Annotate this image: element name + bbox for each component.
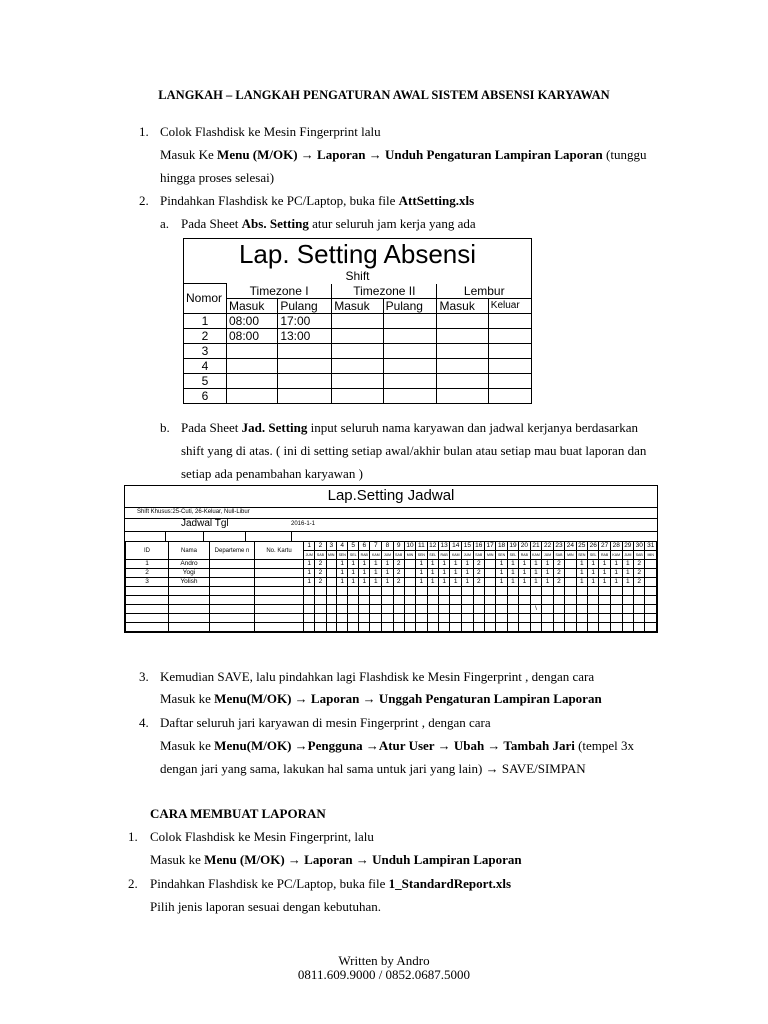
- laporan-1-number: 1.: [128, 829, 138, 844]
- jadwal-day-number: 31: [645, 542, 657, 551]
- jadwal-grid: [125, 541, 657, 632]
- jadwal-shift-cell: 1: [622, 578, 633, 587]
- jadwal-weekday: RAB: [599, 551, 610, 560]
- step-1-number: 1.: [139, 124, 149, 139]
- step-2-number: 2.: [139, 193, 149, 208]
- jadwal-shift-cell: [484, 569, 495, 578]
- jadwal-employee-dept: [210, 578, 255, 587]
- jadwal-shift-cell: 1: [370, 569, 382, 578]
- jadwal-weekday: KAM: [370, 551, 382, 560]
- jadwal-id-header: ID: [126, 542, 169, 560]
- jadwal-shift-cell: 1: [576, 569, 587, 578]
- jadwal-shift-cell: 2: [315, 569, 326, 578]
- jadwal-shift-cell: 1: [382, 578, 393, 587]
- absensi-masuk-header: Masuk: [227, 298, 278, 313]
- jadwal-weekday: MIN: [404, 551, 415, 560]
- jadwal-employee-name: Andro: [169, 560, 210, 569]
- jadwal-shift-cell: 1: [427, 569, 438, 578]
- jadwal-shift-cell: [404, 578, 415, 587]
- jadwal-day-number: 30: [634, 542, 645, 551]
- jadwal-day-number: 15: [462, 542, 473, 551]
- jadwal-shift-cell: 1: [530, 560, 542, 569]
- jadwal-shift-cell: 1: [496, 578, 507, 587]
- jadwal-shift-cell: 2: [553, 578, 564, 587]
- jadwal-day-number: 4: [337, 542, 348, 551]
- jadwal-shift-cell: 1: [519, 578, 530, 587]
- jadwal-shift-cell: 1: [304, 578, 315, 587]
- jadwal-day-number: 11: [416, 542, 427, 551]
- jadwal-shift-cell: 1: [438, 578, 449, 587]
- jadwal-day-number: 20: [519, 542, 530, 551]
- jadwal-shift-cell: 1: [462, 560, 473, 569]
- jadwal-nama-header: Nama: [169, 542, 210, 560]
- jadwal-shift-cell: 1: [622, 560, 633, 569]
- jadwal-shift-cell: 1: [507, 578, 518, 587]
- jadwal-shift-cell: 1: [337, 578, 348, 587]
- jadwal-shift-cell: 1: [450, 578, 462, 587]
- absensi-title: Lap. Setting Absensi: [184, 239, 532, 270]
- absensi-row-number: 1: [184, 313, 227, 328]
- jadwal-shift-cell: 1: [519, 569, 530, 578]
- jadwal-shift-cell: 1: [542, 578, 553, 587]
- absensi-cell: 13:00: [278, 328, 332, 343]
- jadwal-shift-cell: 1: [359, 569, 370, 578]
- jadwal-day-number: 26: [588, 542, 599, 551]
- jadwal-shift-cell: 1: [542, 560, 553, 569]
- jadwal-shift-cell: [565, 578, 576, 587]
- jadwal-day-number: 25: [576, 542, 587, 551]
- jadwal-shift-cell: [326, 569, 337, 578]
- jadwal-employee-card: [255, 578, 304, 587]
- jadwal-shift-cell: [404, 569, 415, 578]
- jadwal-shift-cell: 1: [450, 560, 462, 569]
- jadwal-weekday: MIN: [326, 551, 337, 560]
- jadwal-day-number: 17: [484, 542, 495, 551]
- laporan-1-line-2: Masuk ke Menu (M/OK) → Laporan → Unduh Lampiran Laporan: [150, 852, 522, 867]
- jadwal-day-number: 3: [326, 542, 337, 551]
- jadwal-weekday: SAB: [473, 551, 484, 560]
- jadwal-weekday: SEL: [348, 551, 359, 560]
- jadwal-shift-cell: 1: [588, 560, 599, 569]
- jadwal-weekday: SEN: [576, 551, 587, 560]
- jadwal-day-number: 14: [450, 542, 462, 551]
- jadwal-employee-dept: [210, 569, 255, 578]
- jadwal-weekday: RAB: [519, 551, 530, 560]
- jadwal-shift-cell: 1: [348, 560, 359, 569]
- step-4-line-3: dengan jari yang sama, lakukan hal sama untuk jari yang lain) → SAVE/SIMPAN: [160, 761, 586, 776]
- jadwal-shift-cell: 2: [634, 560, 645, 569]
- jadwal-shift-cell: 1: [507, 560, 518, 569]
- jadwal-employee-card: [255, 569, 304, 578]
- jadwal-employee-dept: [210, 560, 255, 569]
- jadwal-shift-cell: 2: [553, 569, 564, 578]
- laporan-2-line-2: Pilih jenis laporan sesuai dengan kebutuhan.: [150, 899, 382, 914]
- jadwal-day-number: 22: [542, 542, 553, 551]
- absensi-shift-label: Shift: [184, 269, 532, 284]
- jadwal-tgl-label: Jadwal Tgl: [181, 518, 229, 529]
- jadwal-weekday: SAB: [553, 551, 564, 560]
- jadwal-day-number: 6: [359, 542, 370, 551]
- jadwal-day-number: 12: [427, 542, 438, 551]
- jadwal-shift-cell: 1: [576, 578, 587, 587]
- jadwal-shift-cell: 1: [588, 569, 599, 578]
- jadwal-shift-cell: 2: [315, 560, 326, 569]
- jadwal-weekday: JUM: [382, 551, 393, 560]
- absensi-tz2-header: Timezone II: [332, 284, 437, 299]
- jadwal-day-number: 19: [507, 542, 518, 551]
- jadwal-shift-cell: 1: [370, 578, 382, 587]
- step-4-line-2: Masuk ke Menu(M/OK) →Pengguna →Atur User → Ubah → Tambah Jari (tempel 3x: [160, 738, 635, 753]
- jadwal-shift-cell: 1: [427, 560, 438, 569]
- jadwal-shift-cell: 1: [496, 569, 507, 578]
- jadwal-shift-cell: 1: [610, 569, 622, 578]
- jadwal-day-number: 23: [553, 542, 564, 551]
- step-1-line-2: Masuk Ke Menu (M/OK) → Laporan → Unduh Pengaturan Lampiran Laporan (tunggu: [160, 147, 647, 162]
- step-2a-text: Pada Sheet Abs. Setting atur seluruh jam kerja yang ada: [181, 216, 476, 231]
- jadwal-weekday: SAB: [634, 551, 645, 560]
- jadwal-shift-cell: 2: [473, 578, 484, 587]
- jadwal-day-number: 10: [404, 542, 415, 551]
- table-row: [126, 569, 657, 578]
- jadwal-day-number: 21: [530, 542, 542, 551]
- jadwal-shift-cell: 1: [337, 560, 348, 569]
- table-row: [126, 560, 657, 569]
- step-4-text: Daftar seluruh jari karyawan di mesin Fingerprint , dengan cara: [160, 715, 491, 730]
- absensi-nomor-header: Nomor: [184, 284, 227, 314]
- jadwal-shift-cell: 1: [348, 569, 359, 578]
- jadwal-shift-cell: 1: [496, 560, 507, 569]
- footer-phone: 0811.609.9000 / 0852.0687.5000: [297, 967, 471, 982]
- jadwal-shift-cell: 1: [304, 569, 315, 578]
- jadwal-weekday: KAM: [450, 551, 462, 560]
- jadwal-shift-cell: 2: [393, 569, 404, 578]
- laporan-2-text: Pindahkan Flashdisk ke PC/Laptop, buka file 1_StandardReport.xls: [150, 876, 512, 891]
- jadwal-shift-cell: 2: [553, 560, 564, 569]
- jadwal-employee-id: 2: [126, 569, 169, 578]
- jadwal-weekday: JUM: [622, 551, 633, 560]
- jadwal-shift-cell: 1: [416, 560, 427, 569]
- jadwal-shift-cell: 1: [610, 578, 622, 587]
- jadwal-shift-cell: 1: [416, 578, 427, 587]
- jadwal-shift-cell: [565, 569, 576, 578]
- jadwal-shift-cell: 1: [462, 569, 473, 578]
- jadwal-shift-cell: [326, 578, 337, 587]
- jadwal-shift-cell: [645, 569, 657, 578]
- jadwal-shift-cell: 1: [462, 578, 473, 587]
- jadwal-day-number: 9: [393, 542, 404, 551]
- table-row: [126, 578, 657, 587]
- jadwal-nokartu-header: No. Kartu: [255, 542, 304, 560]
- jadwal-weekday: SEN: [337, 551, 348, 560]
- jadwal-weekday: SEL: [427, 551, 438, 560]
- laporan-2-number: 2.: [128, 876, 138, 891]
- jadwal-day-number: 7: [370, 542, 382, 551]
- jadwal-shift-cell: 1: [427, 578, 438, 587]
- jadwal-weekday: SEL: [507, 551, 518, 560]
- step-1-line-3: hingga proses selesai): [160, 170, 275, 185]
- absensi-cell: 17:00: [278, 313, 332, 328]
- jadwal-day-number: 5: [348, 542, 359, 551]
- jadwal-shift-cell: 1: [337, 569, 348, 578]
- jadwal-shift-cell: [404, 560, 415, 569]
- jadwal-employee-card: [255, 560, 304, 569]
- jadwal-shift-cell: 1: [576, 560, 587, 569]
- jadwal-weekday: KAM: [530, 551, 542, 560]
- absensi-keluar-header: Keluar: [488, 298, 531, 313]
- jadwal-shift-cell: 2: [473, 569, 484, 578]
- jadwal-shift-cell: 1: [382, 569, 393, 578]
- jadwal-shift-cell: 1: [507, 569, 518, 578]
- jadwal-shift-cell: 1: [438, 560, 449, 569]
- absensi-row-number: 5: [184, 373, 227, 388]
- jadwal-date: 2016-1-1: [291, 521, 316, 527]
- step-4-number: 4.: [139, 715, 149, 730]
- absensi-masuk-header: Masuk: [437, 298, 488, 313]
- step-2-text: Pindahkan Flashdisk ke PC/Laptop, buka file AttSetting.xls: [160, 193, 475, 208]
- absensi-cell: 08:00: [227, 313, 278, 328]
- jadwal-shift-cell: 1: [599, 569, 610, 578]
- jadwal-shift-cell: 1: [599, 560, 610, 569]
- absensi-pulang-header: Pulang: [383, 298, 437, 313]
- absensi-table: [183, 238, 532, 404]
- footer-author: Written by Andro: [338, 953, 430, 968]
- jadwal-day-number: 24: [565, 542, 576, 551]
- laporan-1-text: Colok Flashdisk ke Mesin Fingerprint, lalu: [150, 829, 374, 844]
- jadwal-shift-cell: 1: [610, 560, 622, 569]
- jadwal-weekday: SAB: [315, 551, 326, 560]
- absensi-row-number: 2: [184, 328, 227, 343]
- jadwal-shift-cell: 2: [393, 578, 404, 587]
- jadwal-weekday: SAB: [393, 551, 404, 560]
- jadwal-employee-name: Yolish: [169, 578, 210, 587]
- jadwal-shift-cell: 1: [542, 569, 553, 578]
- jadwal-shift-cell: 1: [588, 578, 599, 587]
- absensi-lembur-header: Lembur: [437, 284, 532, 299]
- jadwal-weekday: KAM: [610, 551, 622, 560]
- step-3-line-2: Masuk ke Menu(M/OK) → Laporan → Unggah Pengaturan Lampiran Laporan: [160, 691, 602, 706]
- jadwal-employee-id: 1: [126, 560, 169, 569]
- jadwal-table: [124, 485, 658, 633]
- jadwal-weekday: MIN: [565, 551, 576, 560]
- absensi-masuk-header: Masuk: [332, 298, 383, 313]
- jadwal-shift-cell: 1: [370, 560, 382, 569]
- jadwal-shift-cell: 1: [530, 569, 542, 578]
- jadwal-shift-cell: 1: [438, 569, 449, 578]
- jadwal-day-number: 2: [315, 542, 326, 551]
- jadwal-day-number: 18: [496, 542, 507, 551]
- jadwal-title: Lap.Setting Jadwal: [327, 487, 455, 504]
- jadwal-day-number: 27: [599, 542, 610, 551]
- jadwal-day-number: 1: [304, 542, 315, 551]
- jadwal-day-number: 8: [382, 542, 393, 551]
- jadwal-shift-cell: 1: [519, 560, 530, 569]
- jadwal-mark: \: [530, 605, 542, 614]
- absensi-row-number: 6: [184, 388, 227, 403]
- page-title: LANGKAH – LANGKAH PENGATURAN AWAL SISTEM ABSENSI KARYAWAN: [158, 88, 610, 102]
- absensi-cell: 08:00: [227, 328, 278, 343]
- jadwal-shift-cell: 2: [393, 560, 404, 569]
- jadwal-employee-name: Yogi: [169, 569, 210, 578]
- step-2b-number: b.: [160, 420, 170, 435]
- laporan-heading: CARA MEMBUAT LAPORAN: [150, 806, 326, 821]
- jadwal-shift-cell: [565, 560, 576, 569]
- step-2b-text: Pada Sheet Jad. Setting input seluruh nama karyawan dan jadwal kerjanya berdasarkan: [181, 420, 639, 435]
- jadwal-shift-cell: 1: [359, 578, 370, 587]
- jadwal-shift-cell: [326, 560, 337, 569]
- jadwal-shift-cell: 1: [382, 560, 393, 569]
- jadwal-weekday: SEL: [588, 551, 599, 560]
- step-2b-line-3: setiap ada penambahan karyawan ): [181, 466, 363, 481]
- jadwal-day-number: 16: [473, 542, 484, 551]
- jadwal-day-number: 29: [622, 542, 633, 551]
- jadwal-weekday: SEN: [416, 551, 427, 560]
- jadwal-shift-cell: [645, 560, 657, 569]
- absensi-pulang-header: Pulang: [278, 298, 332, 313]
- jadwal-shift-cell: 1: [416, 569, 427, 578]
- jadwal-shift-cell: 2: [634, 569, 645, 578]
- jadwal-weekday: JUM: [462, 551, 473, 560]
- jadwal-weekday: RAB: [438, 551, 449, 560]
- jadwal-shift-cell: 1: [304, 560, 315, 569]
- step-3-text: Kemudian SAVE, lalu pindahkan lagi Flashdisk ke Mesin Fingerprint , dengan cara: [160, 669, 595, 684]
- jadwal-day-number: 13: [438, 542, 449, 551]
- step-2b-line-2: shift yang di atas. ( ini di setting setiap awal/akhir bulan atau setiap mau buat laporan dan: [181, 443, 647, 458]
- jadwal-weekday: RAB: [359, 551, 370, 560]
- jadwal-shift-cell: 1: [348, 578, 359, 587]
- jadwal-shift-cell: 2: [315, 578, 326, 587]
- jadwal-shift-cell: 2: [473, 560, 484, 569]
- jadwal-weekday: JUM: [304, 551, 315, 560]
- step-2a-number: a.: [160, 216, 170, 231]
- jadwal-shift-cell: 1: [450, 569, 462, 578]
- jadwal-shift-cell: 1: [622, 569, 633, 578]
- jadwal-weekday: JUM: [542, 551, 553, 560]
- step-3-number: 3.: [139, 669, 149, 684]
- jadwal-employee-id: 3: [126, 578, 169, 587]
- jadwal-shift-cell: [645, 578, 657, 587]
- jadwal-shift-cell: 1: [359, 560, 370, 569]
- absensi-row-number: 3: [184, 343, 227, 358]
- jadwal-shift-cell: 1: [530, 578, 542, 587]
- jadwal-shift-cell: 1: [599, 578, 610, 587]
- jadwal-weekday: SEN: [496, 551, 507, 560]
- jadwal-weekday: MIN: [645, 551, 657, 560]
- jadwal-shift-cell: [484, 578, 495, 587]
- absensi-row-number: 4: [184, 358, 227, 373]
- jadwal-day-number: 28: [610, 542, 622, 551]
- jadwal-departemen-header: Departeme n: [210, 542, 255, 560]
- absensi-tz1-header: Timezone I: [227, 284, 332, 299]
- jadwal-shift-cell: 2: [634, 578, 645, 587]
- jadwal-weekday: MIN: [484, 551, 495, 560]
- jadwal-note: Shift Khusus:25-Cuti, 26-Keluar, Null-Libur: [137, 509, 250, 515]
- jadwal-shift-cell: [484, 560, 495, 569]
- step-1-text: Colok Flashdisk ke Mesin Fingerprint lalu: [160, 124, 381, 139]
